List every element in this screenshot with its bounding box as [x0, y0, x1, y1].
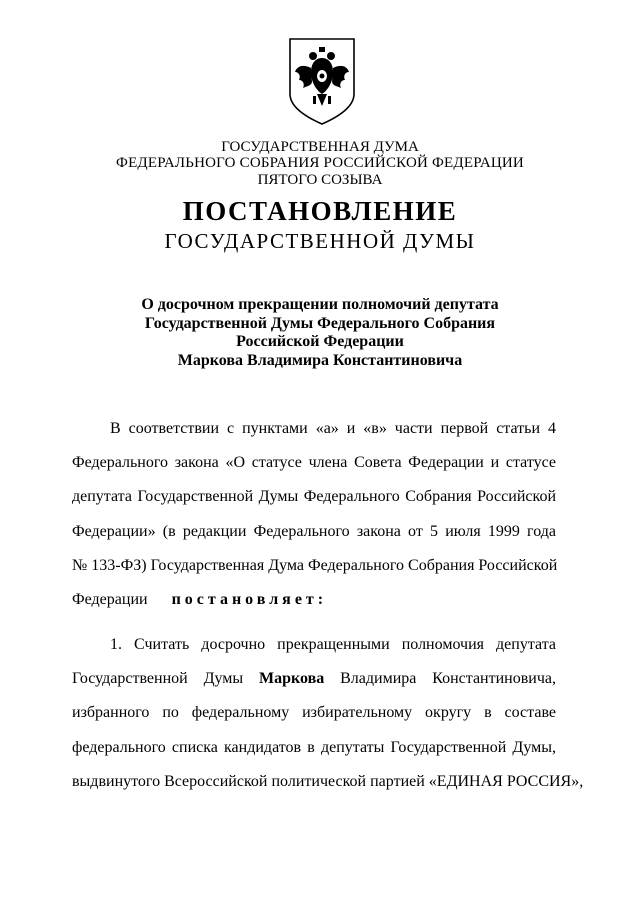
convocation: ПЯТОГО СОЗЫВА [257, 172, 383, 188]
paragraph-line: избранного по федеральному избирательному округу в составе [72, 704, 556, 722]
paragraph-line: Федерального закона «О статусе члена Совета Федерации и статусе [72, 454, 556, 472]
document-subject [0, 296, 640, 370]
subject-line: Маркова Владимира Константиновича [177, 351, 463, 369]
paragraph-line: № 133-ФЗ) Государственная Дума Федерального Собрания Российской [72, 556, 558, 574]
subject-line: О досрочном прекращении полномочий депутата [141, 296, 499, 313]
issuer: ГОСУДАРСТВЕННОЙ ДУМЫ [164, 229, 476, 253]
paragraph-line: Федерации» (в редакции Федерального закона от 5 июля 1999 года [72, 522, 556, 540]
paragraph-line [72, 662, 556, 696]
paragraph-word: Федерации [72, 591, 148, 609]
paragraph-line: В соответствии с пунктами «а» и «в» части первой статьи 4 [110, 420, 556, 437]
paragraph-text: Владимира Константиновича, [340, 670, 557, 688]
deputy-surname: Маркова [259, 670, 325, 688]
paragraph-text: Государственной Думы [72, 670, 244, 688]
paragraph-line [72, 583, 556, 617]
subject-line: Государственной Думы Федерального Собрания [144, 314, 496, 332]
paragraph-line: выдвинутого Всероссийской политической партией «ЕДИНАЯ РОССИЯ», [72, 772, 584, 790]
paragraph-line: депутата Государственной Думы Федерального Собрания Российской [72, 488, 556, 506]
assembly-name: ФЕДЕРАЛЬНОГО СОБРАНИЯ РОССИЙСКОЙ ФЕДЕРАЦИИ [116, 155, 524, 171]
preamble-paragraph [72, 412, 556, 617]
document-type: ПОСТАНОВЛЕНИЕ [182, 196, 458, 226]
parliament-name: ГОСУДАРСТВЕННАЯ ДУМА [221, 139, 419, 155]
subject-line: Российской Федерации [236, 333, 404, 350]
paragraph-line: федерального списка кандидатов в депутаты Государственной Думы, [72, 738, 556, 756]
decree-word: постановляет: [171, 591, 328, 609]
item-1-paragraph [72, 628, 584, 799]
coat-of-arms-icon [287, 36, 357, 128]
paragraph-line: 1. Считать досрочно прекращенными полномочия депутата [110, 636, 556, 653]
